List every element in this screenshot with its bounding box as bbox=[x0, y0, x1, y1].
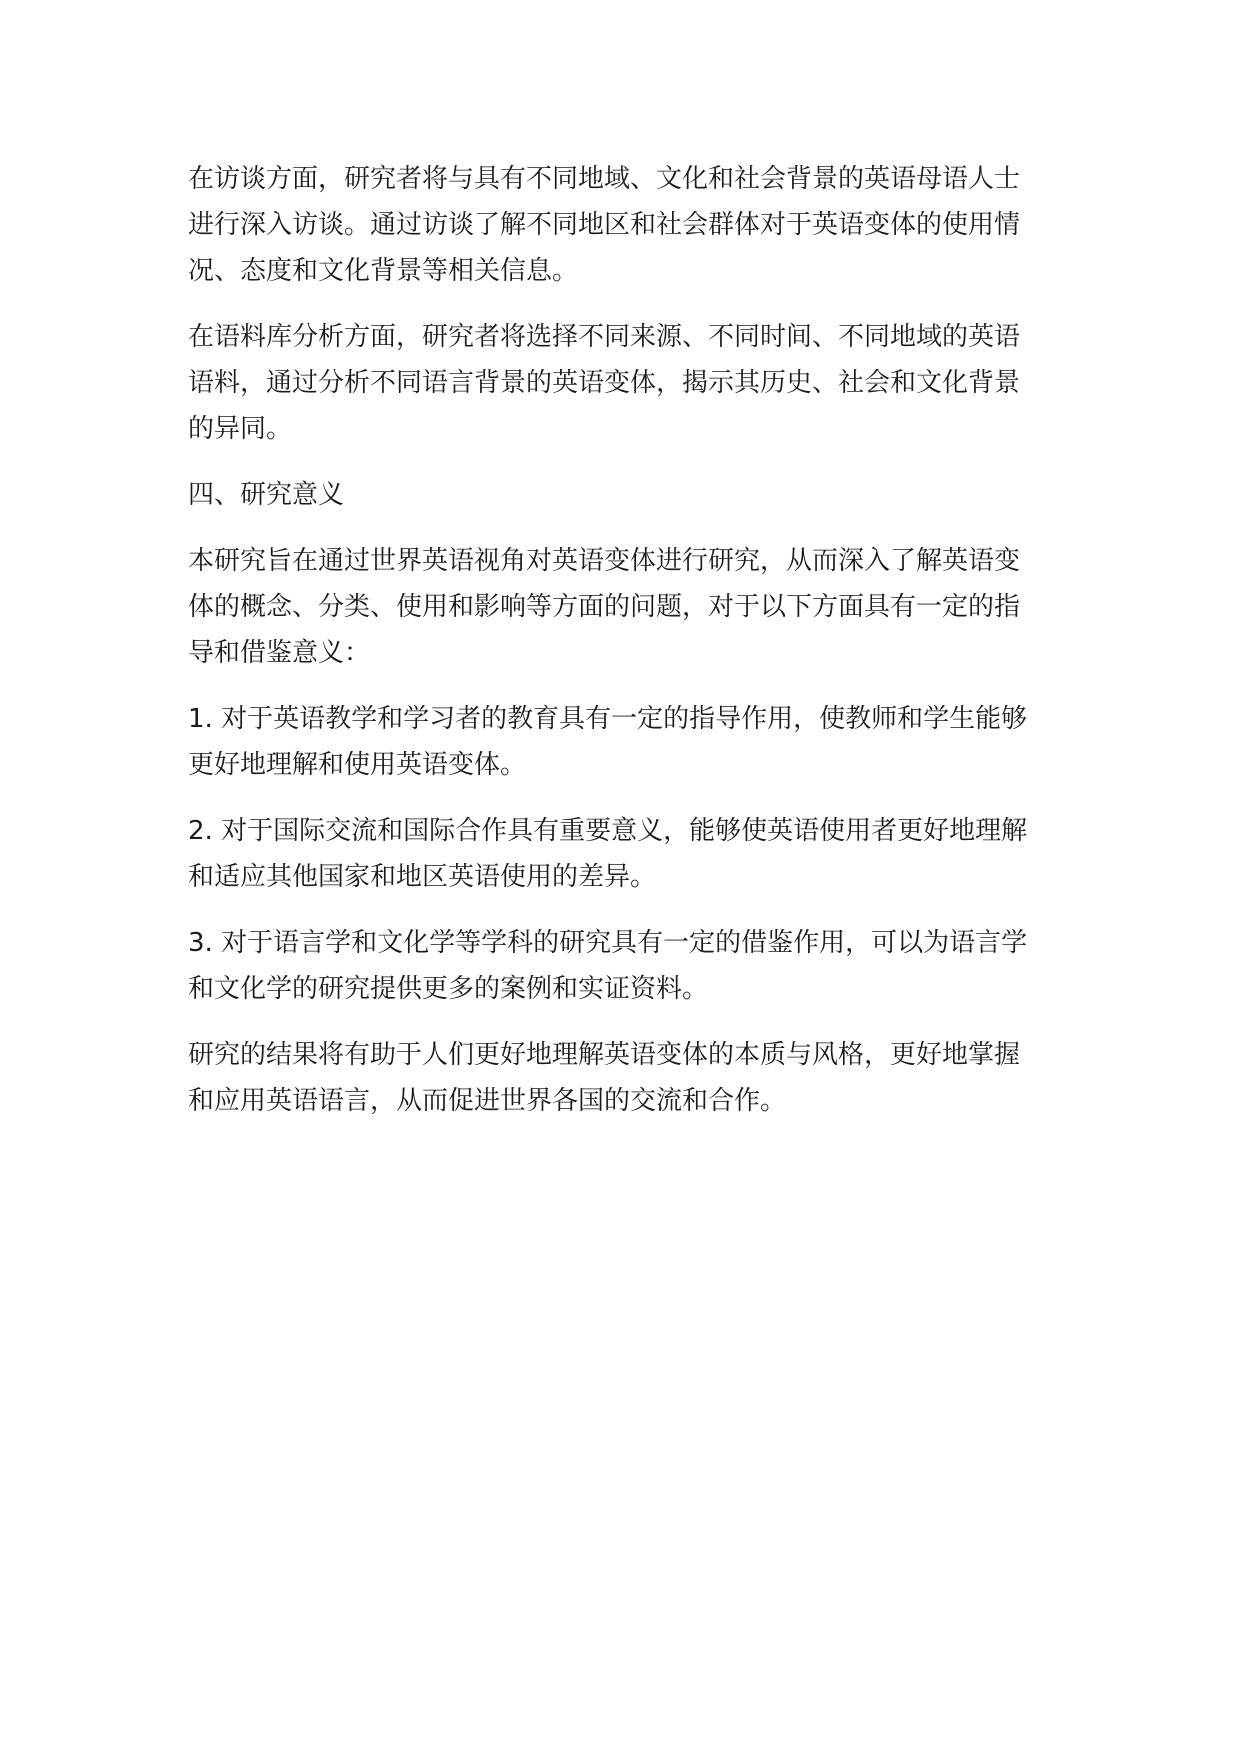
list-item-3: 3. 对于语言学和文化学等学科的研究具有一定的借鉴作用，可以为语言学和文化学的研究提供更多的案例和实证资料。 bbox=[188, 928, 1028, 1004]
paragraph-interviews: 在访谈方面，研究者将与具有不同地域、文化和社会背景的英语母语人士进行深入访谈。通过访谈了解不同地区和社会群体对于英语变体的使用情况、态度和文化背景等相关信息。 bbox=[188, 164, 1021, 286]
paragraph-conclusion: 研究的结果将有助于人们更好地理解英语变体的本质与风格，更好地掌握和应用英语语言，从而促进世界各国的交流和合作。 bbox=[188, 1040, 1021, 1116]
document-body bbox=[188, 156, 1038, 1144]
list-item-1: 1. 对于英语教学和学习者的教育具有一定的指导作用，使教师和学生能够更好地理解和使用英语变体。 bbox=[188, 704, 1028, 780]
paragraph-significance-intro: 本研究旨在通过世界英语视角对英语变体进行研究，从而深入了解英语变体的概念、分类、使用和影响等方面的问题，对于以下方面具有一定的指导和借鉴意义： bbox=[188, 546, 1021, 668]
paragraph-corpus-analysis: 在语料库分析方面，研究者将选择不同来源、不同时间、不同地域的英语语料，通过分析不同语言背景的英语变体，揭示其历史、社会和文化背景的异同。 bbox=[188, 322, 1021, 444]
section-heading-research-significance: 四、研究意义 bbox=[188, 480, 345, 510]
list-item-2: 2. 对于国际交流和国际合作具有重要意义，能够使英语使用者更好地理解和适应其他国家和地区英语使用的差异。 bbox=[188, 816, 1028, 892]
